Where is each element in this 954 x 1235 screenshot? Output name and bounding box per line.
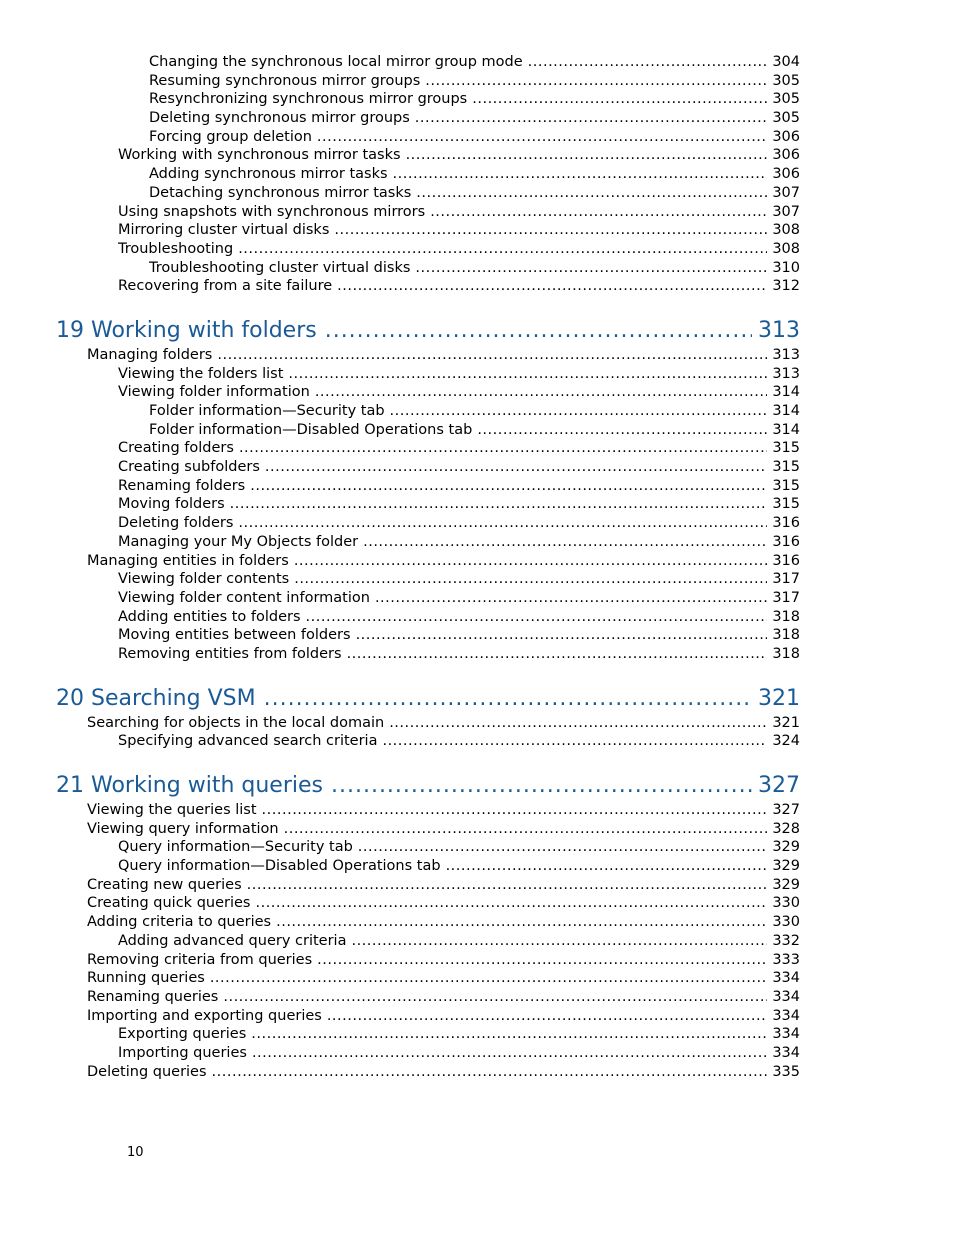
dot-leader — [265, 458, 767, 477]
toc-entry-title: Detaching synchronous mirror tasks — [149, 184, 412, 201]
dot-leader — [238, 514, 767, 533]
toc-entry[interactable] — [118, 240, 800, 259]
dot-leader — [252, 1044, 767, 1063]
toc-entry-page: 308 — [772, 240, 800, 257]
toc-entry-title: Moving entities between folders — [118, 627, 351, 644]
toc-entry[interactable] — [87, 801, 800, 820]
toc-entry-title: Troubleshooting — [118, 240, 234, 257]
toc-entry-page: 305 — [772, 91, 800, 108]
toc-entry-page: 315 — [772, 496, 800, 513]
toc-entry-page: 318 — [772, 627, 800, 644]
dot-leader — [276, 913, 767, 932]
toc-entry-title: Forcing group deletion — [149, 128, 312, 145]
toc-entry-title: Using snapshots with synchronous mirrors — [118, 203, 426, 220]
toc-entry-title: Running queries — [87, 970, 205, 987]
toc-entry-title: Managing entities in folders — [87, 552, 289, 569]
toc-entry-page: 314 — [772, 421, 800, 438]
chapter-heading[interactable] — [56, 684, 800, 714]
dot-leader — [250, 477, 767, 496]
toc-entry-page: 334 — [772, 988, 800, 1005]
toc-entry-page: 324 — [772, 733, 800, 750]
toc-entry-title: Renaming queries — [87, 988, 219, 1005]
toc-entry[interactable] — [118, 857, 800, 876]
toc-entry-title: Folder information—Security tab — [149, 403, 385, 419]
toc-entry[interactable] — [118, 365, 800, 384]
chapter-title: 20 Searching VSM — [56, 685, 256, 711]
dot-leader — [415, 259, 767, 278]
dot-leader — [331, 771, 752, 801]
toc-entry-page: 333 — [772, 951, 800, 968]
dot-leader — [347, 645, 768, 664]
toc-entry-page: 313 — [772, 365, 800, 382]
toc-entry-title: Troubleshooting cluster virtual disks — [149, 259, 411, 276]
dot-leader — [247, 876, 768, 895]
toc-entry[interactable] — [118, 732, 800, 751]
toc-entry[interactable] — [149, 184, 800, 203]
toc-entry-title: Creating quick queries — [87, 895, 251, 912]
toc-entry-title: Changing the synchronous local mirror group mode — [149, 54, 523, 70]
toc-entry[interactable] — [149, 421, 800, 440]
toc-entry[interactable] — [87, 913, 800, 932]
toc-entry-page: 313 — [772, 346, 800, 363]
dot-leader — [294, 552, 768, 571]
chapter-page: 313 — [758, 317, 800, 343]
toc-entry-page: 329 — [772, 839, 800, 856]
toc-entry[interactable] — [118, 495, 800, 514]
toc-entry-title: Importing queries — [118, 1044, 247, 1061]
dot-leader — [393, 165, 768, 184]
toc-entry-title: Viewing the folders list — [118, 365, 284, 382]
toc-entry[interactable] — [118, 1025, 800, 1044]
toc-entry[interactable] — [118, 1044, 800, 1063]
toc-entry-title: Managing your My Objects folder — [118, 533, 359, 550]
dot-leader — [288, 365, 767, 384]
toc-entry-page: 317 — [772, 571, 800, 588]
toc-entry-page: 316 — [772, 552, 800, 569]
toc-entry-page: 315 — [772, 459, 800, 476]
dot-leader — [375, 589, 767, 608]
toc-entry-title: Query information—Security tab — [118, 839, 353, 856]
toc-entry[interactable] — [87, 552, 800, 571]
dot-leader — [528, 53, 768, 72]
toc-entry-page: 306 — [772, 166, 800, 183]
dot-leader — [306, 608, 768, 627]
dot-leader — [425, 72, 767, 91]
toc-entry-title: Deleting queries — [87, 1063, 207, 1080]
dot-leader — [238, 240, 767, 259]
toc-entry-page: 308 — [772, 222, 800, 239]
toc-entry[interactable] — [149, 259, 800, 278]
toc-entry-page: 314 — [772, 403, 800, 419]
dot-leader — [251, 1025, 767, 1044]
toc-entry-page: 316 — [772, 515, 800, 532]
dot-leader — [390, 402, 768, 421]
toc-entry[interactable] — [87, 820, 800, 839]
toc-entry-page: 315 — [772, 477, 800, 494]
dot-leader — [262, 801, 768, 820]
toc-entry[interactable] — [87, 714, 800, 733]
toc-entry-page: 314 — [772, 384, 800, 401]
toc-entry-title: Creating subfolders — [118, 459, 260, 476]
toc-entry[interactable] — [149, 402, 800, 421]
toc-entry-page: 329 — [772, 858, 800, 875]
toc-entry[interactable] — [149, 165, 800, 184]
toc-entry-page: 335 — [772, 1063, 800, 1080]
toc-entry[interactable] — [118, 277, 800, 296]
toc-entry[interactable] — [149, 128, 800, 147]
dot-leader — [430, 203, 767, 222]
dot-leader — [315, 383, 767, 402]
dot-leader — [363, 533, 767, 552]
toc-entry-title: Deleting synchronous mirror groups — [149, 110, 410, 127]
dot-leader — [389, 714, 767, 733]
dot-leader — [477, 421, 767, 440]
toc-entry-page: 317 — [772, 589, 800, 606]
toc-entry[interactable] — [87, 969, 800, 988]
toc-entry[interactable] — [87, 988, 800, 1007]
toc-entry-page: 310 — [772, 259, 800, 276]
toc-entry-title: Managing folders — [87, 346, 213, 363]
dot-leader — [327, 1007, 767, 1026]
dot-leader — [446, 857, 768, 876]
dot-leader — [358, 838, 768, 857]
toc-entry-title: Viewing folder information — [118, 384, 310, 401]
toc-entry[interactable] — [118, 626, 800, 645]
toc-entry-title: Searching for objects in the local domain — [87, 714, 385, 731]
toc-entry-page: 318 — [772, 608, 800, 625]
dot-leader — [230, 495, 768, 514]
dot-leader — [356, 626, 768, 645]
dot-leader — [382, 732, 767, 751]
chapter-title: 19 Working with folders — [56, 317, 317, 343]
toc-entry[interactable] — [149, 53, 800, 72]
toc-entry-title: Recovering from a site failure — [118, 278, 333, 295]
toc-entry-page: 329 — [772, 876, 800, 893]
toc-entry[interactable] — [118, 570, 800, 589]
toc-entry-title: Adding criteria to queries — [87, 914, 272, 931]
chapter-page: 321 — [758, 685, 800, 711]
toc-entry-title: Viewing query information — [87, 820, 279, 837]
toc-entry-page: 334 — [772, 970, 800, 987]
toc-entry-page: 306 — [772, 147, 800, 164]
toc-entry-title: Adding advanced query criteria — [118, 932, 347, 949]
dot-leader — [416, 184, 767, 203]
toc-entry-title: Mirroring cluster virtual disks — [118, 222, 330, 239]
dot-leader — [337, 277, 767, 296]
dot-leader — [239, 439, 767, 458]
toc-entry[interactable] — [118, 477, 800, 496]
toc-entry-title: Creating folders — [118, 440, 234, 457]
toc-entry[interactable] — [118, 533, 800, 552]
table-of-contents — [0, 53, 954, 1081]
toc-entry-page: 321 — [772, 714, 800, 731]
chapter-page: 327 — [758, 773, 800, 798]
toc-entry-title: Working with synchronous mirror tasks — [118, 147, 401, 164]
toc-entry[interactable] — [87, 346, 800, 365]
dot-leader — [212, 1063, 768, 1082]
toc-entry-page: 304 — [772, 54, 800, 70]
toc-entry[interactable] — [118, 383, 800, 402]
toc-entry-title: Deleting folders — [118, 515, 234, 532]
toc-entry[interactable] — [149, 109, 800, 128]
toc-entry-page: 330 — [772, 914, 800, 931]
toc-entry-title: Query information—Disabled Operations tab — [118, 858, 441, 875]
toc-entry[interactable] — [118, 221, 800, 240]
toc-entry[interactable] — [87, 1063, 800, 1082]
toc-entry-page: 316 — [772, 533, 800, 550]
toc-entry-page: 315 — [772, 440, 800, 457]
toc-entry-title: Adding synchronous mirror tasks — [149, 166, 388, 183]
toc-entry[interactable] — [118, 838, 800, 857]
toc-entry-title: Removing criteria from queries — [87, 951, 313, 968]
chapter-title: 21 Working with queries — [56, 773, 323, 798]
toc-entry-page: 312 — [772, 278, 800, 295]
toc-entry[interactable] — [118, 932, 800, 951]
toc-entry[interactable] — [118, 203, 800, 222]
toc-entry-title: Creating new queries — [87, 876, 242, 893]
dot-leader — [294, 570, 767, 589]
toc-entry-title: Importing and exporting queries — [87, 1007, 322, 1024]
dot-leader — [334, 221, 767, 240]
page-number: 10 — [127, 1145, 144, 1160]
toc-entry[interactable] — [118, 514, 800, 533]
dot-leader — [325, 316, 752, 346]
dot-leader — [317, 128, 767, 147]
toc-entry[interactable] — [149, 72, 800, 91]
toc-entry-page: 334 — [772, 1044, 800, 1061]
dot-leader — [210, 969, 768, 988]
dot-leader — [415, 109, 768, 128]
dot-leader — [264, 684, 752, 714]
toc-entry-page: 332 — [772, 932, 800, 949]
toc-entry-title: Folder information—Disabled Operations tab — [149, 421, 473, 438]
toc-entry-title: Exporting queries — [118, 1026, 247, 1043]
dot-leader — [255, 894, 767, 913]
toc-entry-title: Resynchronizing synchronous mirror groups — [149, 91, 468, 108]
toc-entry-title: Viewing folder content information — [118, 589, 370, 606]
dot-leader — [317, 951, 767, 970]
toc-entry[interactable] — [87, 1007, 800, 1026]
toc-entry[interactable] — [87, 894, 800, 913]
toc-entry-page: 327 — [772, 802, 800, 818]
toc-entry-page: 334 — [772, 1026, 800, 1043]
toc-entry-title: Viewing folder contents — [118, 571, 290, 588]
toc-entry[interactable] — [118, 645, 800, 664]
toc-entry[interactable] — [118, 608, 800, 627]
dot-leader — [284, 820, 768, 839]
toc-entry-page: 307 — [772, 203, 800, 220]
toc-entry[interactable] — [118, 146, 800, 165]
toc-entry-page: 318 — [772, 645, 800, 662]
toc-entry-title: Moving folders — [118, 496, 225, 513]
toc-entry-title: Resuming synchronous mirror groups — [149, 72, 421, 89]
toc-entry[interactable] — [118, 439, 800, 458]
toc-entry-title: Adding entities to folders — [118, 608, 301, 625]
toc-entry[interactable] — [87, 876, 800, 895]
toc-entry-page: 305 — [772, 110, 800, 127]
toc-entry[interactable] — [149, 90, 800, 109]
dot-leader — [217, 346, 767, 365]
toc-entry-title: Removing entities from folders — [118, 645, 342, 662]
toc-entry-page: 330 — [772, 895, 800, 912]
toc-entry[interactable] — [87, 951, 800, 970]
dot-leader — [223, 988, 767, 1007]
toc-entry-title: Specifying advanced search criteria — [118, 733, 378, 750]
chapter-heading[interactable] — [56, 316, 800, 346]
toc-entry-page: 328 — [772, 820, 800, 837]
toc-entry[interactable] — [118, 458, 800, 477]
toc-entry-title: Viewing the queries list — [87, 802, 257, 818]
toc-entry[interactable] — [118, 589, 800, 608]
toc-entry-page: 334 — [772, 1007, 800, 1024]
dot-leader — [472, 90, 767, 109]
toc-entry-page: 305 — [772, 72, 800, 89]
dot-leader — [406, 146, 768, 165]
chapter-heading[interactable] — [56, 771, 800, 801]
toc-entry-title: Renaming folders — [118, 477, 246, 494]
toc-entry-page: 307 — [772, 184, 800, 201]
toc-entry-page: 306 — [772, 128, 800, 145]
dot-leader — [351, 932, 767, 951]
